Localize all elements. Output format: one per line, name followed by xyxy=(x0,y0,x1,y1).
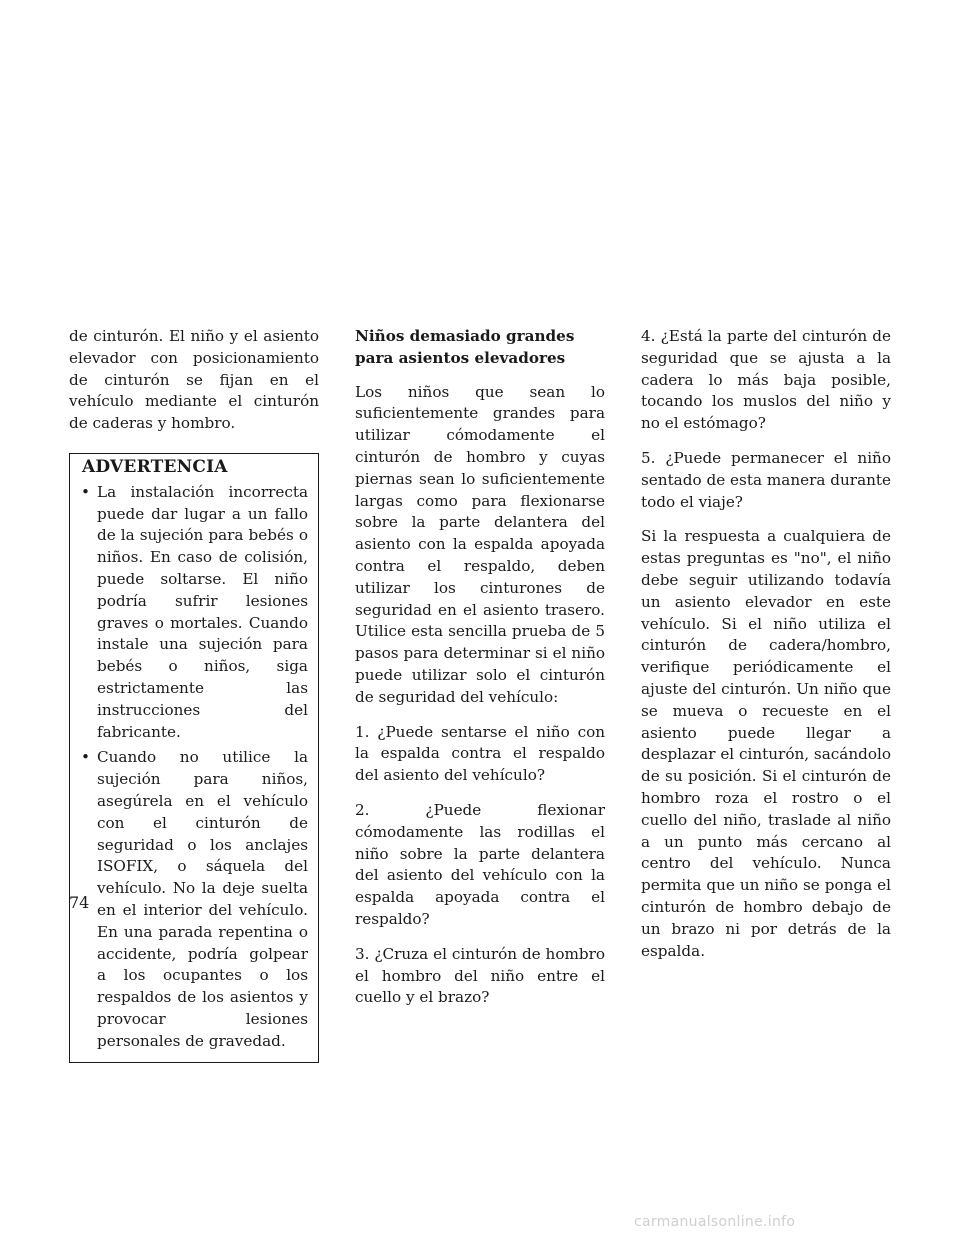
section-intro: Los niños que sean lo suficientemente grandes para utilizar cómodamente el cinturón de hombro y cuyas piernas sean lo suficientemente largas como para flexionarse sobre la parte delantera del asiento con la espalda apoyada contra el respaldo, deben utilizar los cinturones de seguridad en el asiento trasero. Utilice esta sencilla prueba de 5 pasos para determinar si el niño puede utilizar solo el cinturón de seguridad del vehículo: xyxy=(355,382,605,706)
intro-paragraph: de cinturón. El niño y el asiento elevador con posicionamiento de cinturón se fijan en el vehículo mediante el cinturón de caderas y hombro. xyxy=(69,327,319,433)
warning-title: ADVERTENCIA xyxy=(82,456,228,477)
section-heading: Niños demasiado grandes para asientos elevadores xyxy=(355,327,575,367)
test-step: 2. ¿Puede flexionar cómodamente las rodillas el niño sobre la parte delantera del asiento del vehículo con la espalda apoyada contra el respaldo? xyxy=(355,800,605,928)
page-number: 74 xyxy=(69,893,90,912)
warning-item: • Cuando no utilice la sujeción para niños, asegúrela en el vehículo con el cinturón de seguridad o los anclajes ISOFIX, o sáquela del vehículo. No la deje suelta en el interior del vehículo. En una parada repentina o accidente, podría golpear a los ocupantes o los respaldos de los asientos y provocar lesiones personales de gravedad. xyxy=(80,747,308,1052)
column-right xyxy=(641,326,891,975)
warning-item: • La instalación incorrecta puede dar lugar a un fallo de la sujeción para bebés o niños. En caso de colisión, puede soltarse. El niño podría sufrir lesiones graves o mortales. Cuando instale una sujeción para bebés o niños, siga estrictamente las instrucciones del fabricante. xyxy=(80,482,308,744)
warning-box xyxy=(69,453,319,1063)
test-step: 5. ¿Puede permanecer el niño sentado de esta manera durante todo el viaje? xyxy=(641,448,891,511)
conclusion-paragraph: Si la respuesta a cualquiera de estas preguntas es "no", el niño debe seguir utilizando todavía un asiento elevador en este vehículo. Si el niño utiliza el cinturón de cadera/hombro, verifique periódicamente el ajuste del cinturón. Un niño que se mueva o recueste en el asiento puede llegar a desplazar el cinturón, sacándolo de su posición. Si el cinturón de hombro roza el rostro o el cuello del niño, traslade al niño a un punto más cercano al centro del vehículo. Nunca permita que un niño se ponga el cinturón de hombro debajo de un brazo ni por detrás de la espalda. xyxy=(641,527,891,960)
test-step: 1. ¿Puede sentarse el niño con la espalda contra el respaldo del asiento del vehículo? xyxy=(355,722,605,785)
column-left xyxy=(69,326,319,1063)
warning-list xyxy=(80,482,308,1053)
watermark: carmanualsonline.info xyxy=(634,1214,796,1230)
column-middle xyxy=(355,326,605,1022)
test-step: 3. ¿Cruza el cinturón de hombro el hombro del niño entre el cuello y el brazo? xyxy=(355,944,605,1007)
test-step: 4. ¿Está la parte del cinturón de seguridad que se ajusta a la cadera lo más baja posible, tocando los muslos del niño y no el estómago? xyxy=(641,327,891,433)
